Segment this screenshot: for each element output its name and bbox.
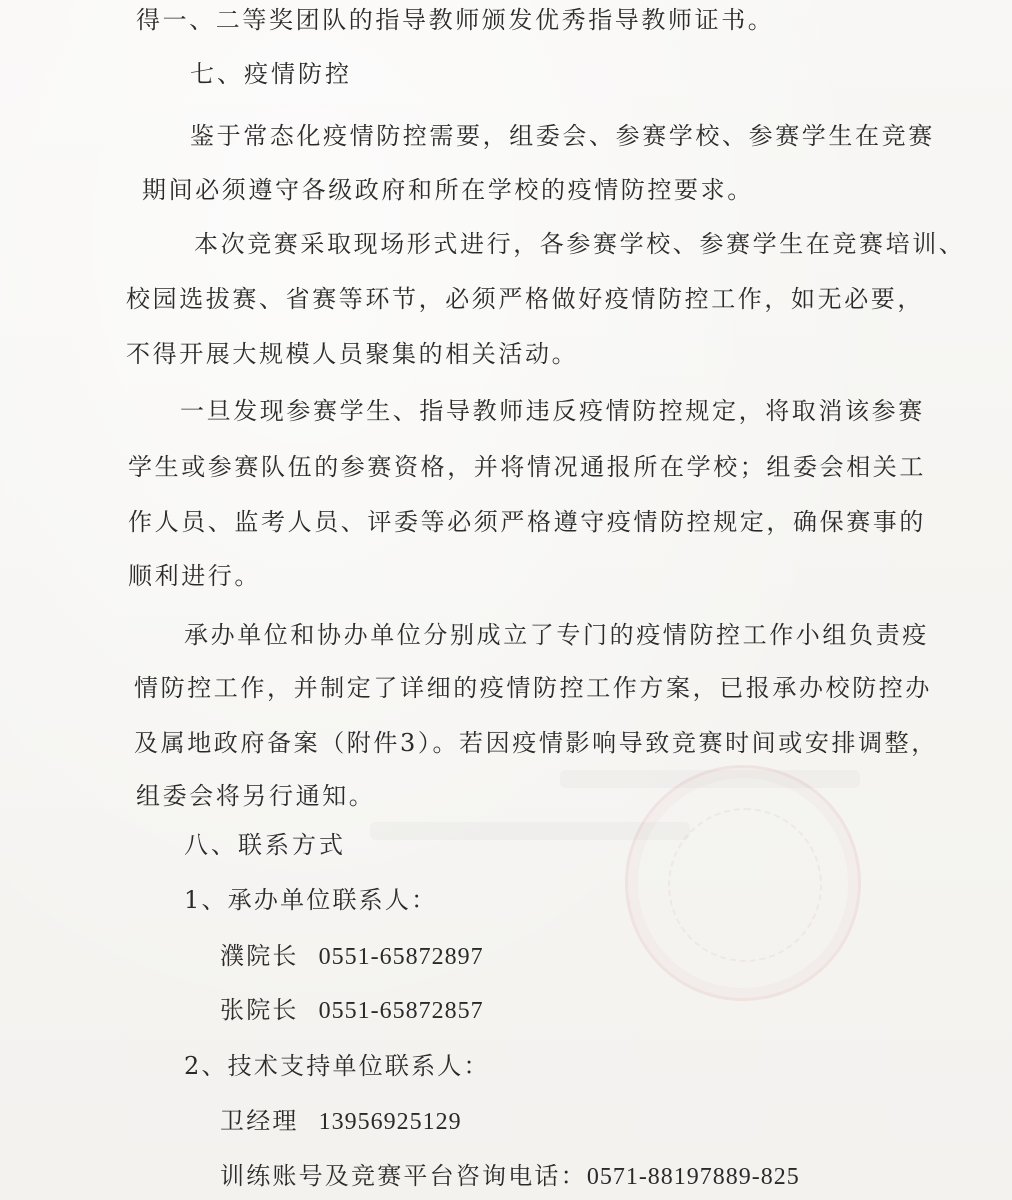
section-heading-epidemic-control: 七、疫情防控 bbox=[190, 60, 352, 88]
body-line: 期间必须遵守各级政府和所在学校的疫情防控要求。 bbox=[142, 176, 754, 204]
contact-row bbox=[220, 1105, 462, 1138]
body-line: 情防控工作，并制定了详细的疫情防控工作方案，已报承办校防控办 bbox=[134, 674, 932, 702]
hotline-label: 训练账号及竞赛平台咨询电话： bbox=[220, 1162, 587, 1190]
contact-phone: 0551-65872897 bbox=[318, 944, 484, 970]
contact-name: 张院长 bbox=[220, 996, 299, 1024]
hotline-row bbox=[220, 1160, 800, 1193]
body-line: 承办单位和协办单位分别成立了专门的疫情防控工作小组负责疫 bbox=[184, 621, 929, 649]
hotline-phone: 0571-88197889-825 bbox=[586, 1164, 800, 1190]
body-line: 及属地政府备案（附件3）。若因疫情影响导致竞赛时间或安排调整， bbox=[134, 729, 938, 757]
body-line: 得一、二等奖团队的指导教师颁发优秀指导教师证书。 bbox=[136, 6, 775, 34]
body-line: 顺利进行。 bbox=[128, 562, 261, 590]
body-line: 本次竞赛采取现场形式进行，各参赛学校、参赛学生在竞赛培训、 bbox=[194, 230, 966, 258]
body-line: 不得开展大规模人员聚集的相关活动。 bbox=[126, 340, 579, 368]
show-through-text bbox=[370, 822, 690, 840]
contact-phone: 13956925129 bbox=[318, 1109, 462, 1135]
contact-name: 濮院长 bbox=[220, 942, 299, 970]
contact-name: 卫经理 bbox=[220, 1107, 299, 1135]
contact-phone: 0551-65872857 bbox=[318, 998, 484, 1024]
section-heading-contact: 八、联系方式 bbox=[184, 831, 346, 859]
host-contact-title: 1、承办单位联系人： bbox=[184, 886, 438, 914]
body-line: 一旦发现参赛学生、指导教师违反疫情防控规定，将取消该参赛 bbox=[180, 397, 925, 425]
body-line: 组委会将另行通知。 bbox=[136, 782, 376, 810]
faint-seal-stamp bbox=[625, 765, 861, 1001]
body-line: 校园选拔赛、省赛等环节，必须严格做好疫情防控工作，如无必要， bbox=[126, 285, 924, 313]
body-line: 学生或参赛队伍的参赛资格，并将情况通报所在学校；组委会相关工 bbox=[128, 453, 926, 481]
show-through-text bbox=[560, 770, 860, 788]
contact-row bbox=[220, 994, 484, 1027]
contact-row bbox=[220, 940, 484, 973]
body-line: 作人员、监考人员、评委等必须严格遵守疫情防控规定，确保赛事的 bbox=[128, 508, 926, 536]
tech-contact-title: 2、技术支持单位联系人： bbox=[184, 1052, 490, 1080]
body-line: 鉴于常态化疫情防控需要，组委会、参赛学校、参赛学生在竞赛 bbox=[190, 122, 935, 150]
